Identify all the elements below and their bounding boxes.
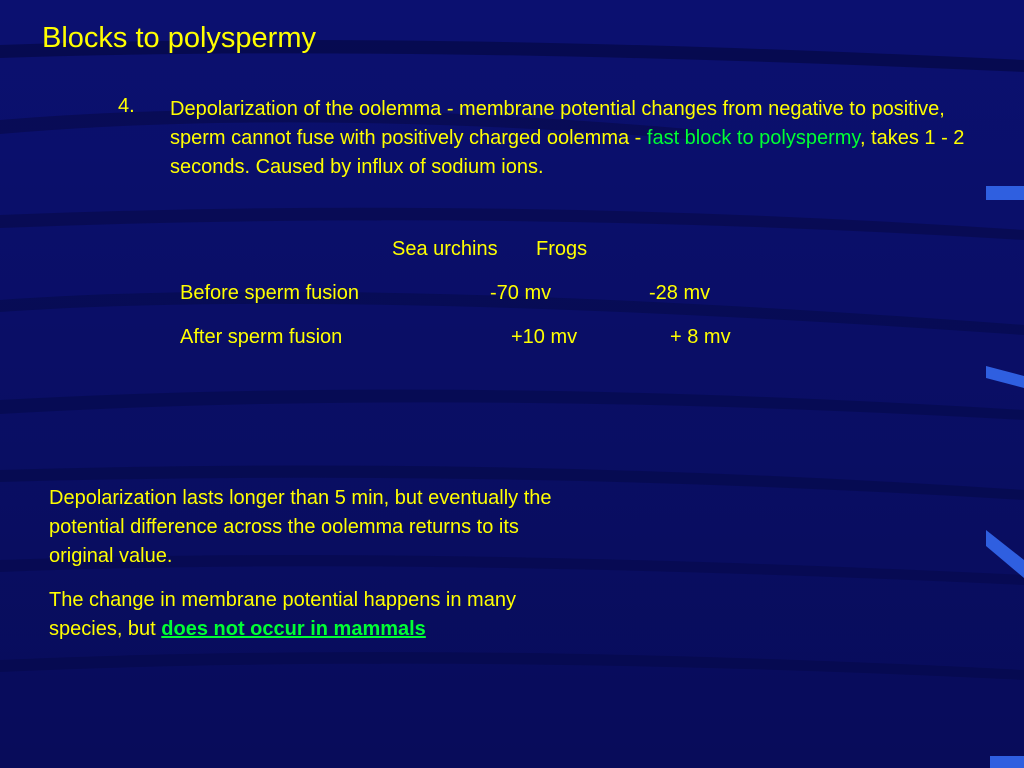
list-number: 4. <box>118 95 135 117</box>
table-header-frogs: Frogs <box>536 238 588 260</box>
point-text-after: , takes 1 - 2 seconds. Caused by influx of sodium ions. <box>170 127 965 178</box>
note2-emphasis: does not occur in mammals <box>161 618 426 640</box>
note2-text: The change in membrane potential happens in many species, but <box>49 589 516 640</box>
note-paragraph: Depolarization lasts longer than 5 min, but eventually the potential difference across the oolemma returns to its original value. <box>49 487 552 567</box>
table-row-label: Before sperm fusion <box>180 282 359 304</box>
table-header-sea-urchins: Sea urchins <box>392 238 498 260</box>
accent-mark <box>986 186 1024 200</box>
list-item-text <box>170 95 970 182</box>
page-title: Blocks to polyspermy <box>42 22 316 54</box>
accent-mark <box>990 756 1024 768</box>
table-cell-frogs: -28 mv <box>649 282 711 304</box>
table-cell-sea-urchins: +10 mv <box>511 326 578 348</box>
table-cell-sea-urchins: -70 mv <box>490 282 552 304</box>
table-row-label: After sperm fusion <box>180 326 343 348</box>
point-text-before: Depolarization of the oolemma - membrane potential changes from negative to positive, sperm cannot fuse with positively charged oolemma - <box>170 98 945 149</box>
point-highlight: fast block to polyspermy <box>646 127 860 149</box>
note-paragraph-mammals <box>49 586 569 644</box>
table-cell-frogs: + 8 mv <box>670 326 731 348</box>
